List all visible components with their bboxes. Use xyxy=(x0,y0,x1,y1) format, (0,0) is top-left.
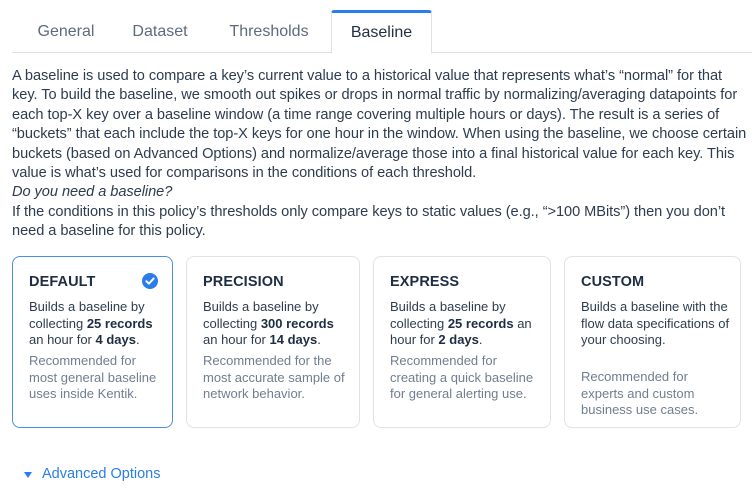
advanced-options-toggle[interactable] xyxy=(24,466,161,482)
baseline-option-default[interactable] xyxy=(12,256,173,428)
advanced-options-label: Advanced Options xyxy=(42,466,161,482)
check-circle-icon xyxy=(142,273,158,289)
baseline-option-custom[interactable] xyxy=(564,256,741,428)
card-title: DEFAULT xyxy=(29,274,96,290)
card-recommendation: Recommended for the most accurate sample of network behavior. xyxy=(203,353,345,401)
card-description: Builds a baseline with the flow data specifications of your choosing. xyxy=(581,299,730,347)
tab-general[interactable]: General xyxy=(37,23,95,40)
card-recommendation: Recommended for most general baseline uses inside Kentik. xyxy=(29,353,157,401)
caret-down-icon xyxy=(24,472,32,478)
baseline-question: Do you need a baseline? xyxy=(12,184,173,201)
card-title: PRECISION xyxy=(203,274,284,290)
tab-bar xyxy=(12,10,752,53)
baseline-option-express[interactable] xyxy=(373,256,551,428)
card-title: CUSTOM xyxy=(581,274,645,290)
tab-baseline[interactable]: Baseline xyxy=(331,10,432,54)
card-description: Builds a baseline by collecting 300 records an hour for 14 days. xyxy=(203,299,334,347)
card-title: EXPRESS xyxy=(390,274,460,290)
card-recommendation: Recommended for creating a quick baseline for general alerting use. xyxy=(390,353,534,401)
baseline-description xyxy=(12,67,747,242)
card-description: Builds a baseline by collecting 25 records an hour for 2 days. xyxy=(390,299,532,347)
baseline-option-precision[interactable] xyxy=(186,256,360,428)
card-recommendation: Recommended for experts and custom business use cases. xyxy=(581,369,699,417)
intro-paragraph: A baseline is used to compare a key’s current value to a historical value that represents what’s “normal” for that key. To build the baseline, we smooth out spikes or drops in normal traffic by normalizing/averaging datapoints for each top-X key over a baseline window (a time range covering multiple hours or days). The result is a series of “buckets” that each include the top-X keys for one hour in the window. When using the baseline, we choose certain buckets (based on Advanced Options) and normalize/average those into a final historical value for each key. This value is what’s used for comparisons in the conditions of each threshold. xyxy=(12,68,747,182)
tab-thresholds[interactable]: Thresholds xyxy=(229,23,309,40)
card-description: Builds a baseline by collecting 25 records an hour for 4 days. xyxy=(29,299,153,347)
baseline-answer: If the conditions in this policy’s thresholds only compare keys to static values (e.g., “>100 MBits”) then you don’t need a baseline for this policy. xyxy=(12,203,726,240)
tab-dataset[interactable]: Dataset xyxy=(132,23,188,40)
